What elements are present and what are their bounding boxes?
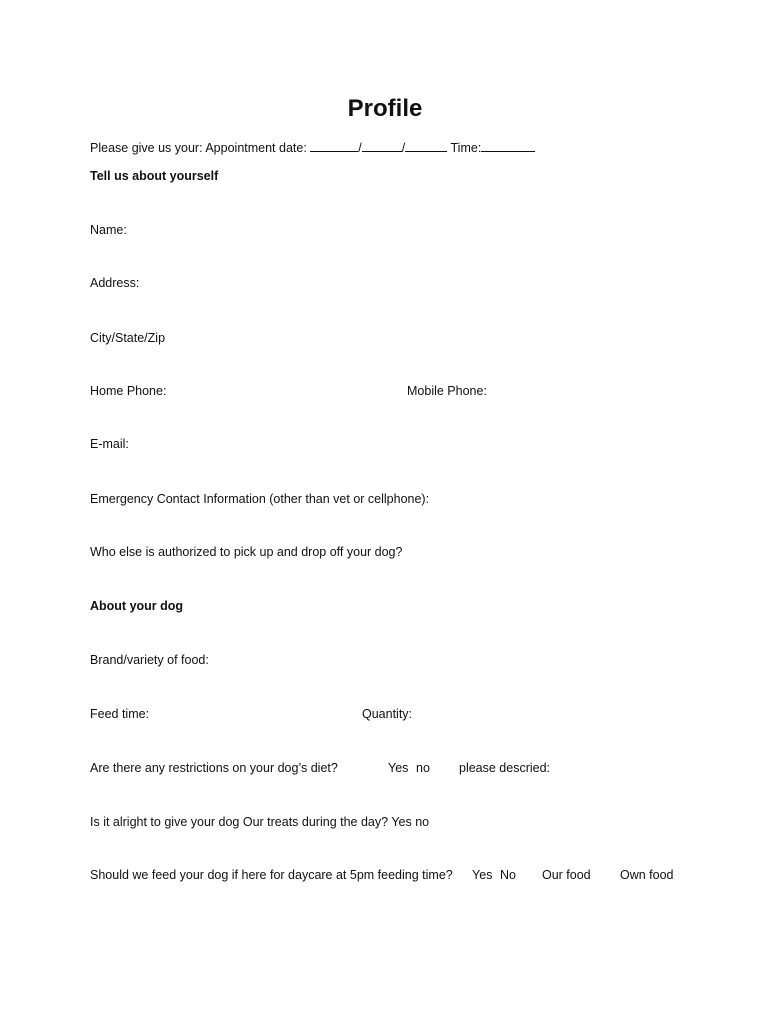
home-phone-label: Home Phone: xyxy=(90,384,167,398)
name-field-label: Name: xyxy=(90,223,127,237)
quantity-label: Quantity: xyxy=(362,707,413,721)
diet-yes-option[interactable]: Yes xyxy=(388,761,409,775)
daycare-no-option[interactable]: No xyxy=(500,868,516,882)
section-heading-yourself: Tell us about yourself xyxy=(90,169,219,183)
daycare-feeding-question: Should we feed your dog if here for daycare at 5pm feeding time? xyxy=(90,868,453,882)
page-title: Profile xyxy=(347,95,423,122)
time-label: Time: xyxy=(450,141,482,155)
appointment-year-blank[interactable] xyxy=(405,139,447,152)
appointment-prefix: Please give us your: Appointment date: xyxy=(90,141,307,155)
diet-describe-label: please descried: xyxy=(459,761,551,775)
mobile-phone-label: Mobile Phone: xyxy=(407,384,487,398)
authorized-pickup-label: Who else is authorized to pick up and drop off your dog? xyxy=(90,545,403,559)
section-heading-dog: About your dog xyxy=(90,599,184,613)
daycare-yes-option[interactable]: Yes xyxy=(472,868,493,882)
daycare-own-food-option[interactable]: Own food xyxy=(620,868,674,882)
emergency-contact-label: Emergency Contact Information (other than vet or cellphone): xyxy=(90,492,430,506)
food-brand-label: Brand/variety of food: xyxy=(90,653,209,667)
date-slash-2: / xyxy=(401,141,406,155)
appointment-day-blank[interactable] xyxy=(362,139,402,152)
diet-no-option[interactable]: no xyxy=(416,761,430,775)
treats-question: Is it alright to give your dog Our treats during the day? Yes no xyxy=(90,815,430,829)
time-blank[interactable] xyxy=(481,139,535,152)
daycare-our-food-option[interactable]: Our food xyxy=(542,868,591,882)
feed-time-label: Feed time: xyxy=(90,707,150,721)
address-field-label: Address: xyxy=(90,276,140,290)
diet-restrictions-question: Are there any restrictions on your dog’s diet? xyxy=(90,761,338,775)
appointment-line xyxy=(90,139,535,156)
appointment-month-blank[interactable] xyxy=(310,139,358,152)
date-slash-1: / xyxy=(358,141,362,155)
city-state-zip-label: City/State/Zip xyxy=(90,331,166,345)
email-field-label: E-mail: xyxy=(90,437,129,451)
